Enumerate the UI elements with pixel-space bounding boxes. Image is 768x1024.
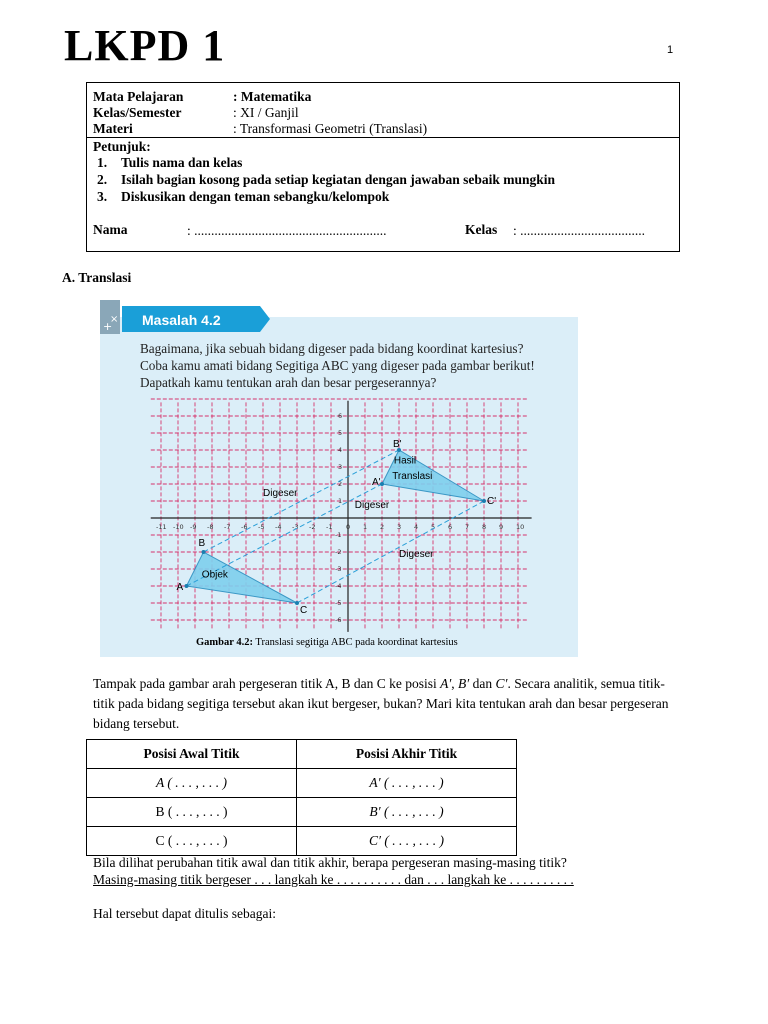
list-item: 2. Isilah bagian kosong pada setiap kegiatan dengan jawaban sebaik mungkin bbox=[97, 172, 556, 187]
label-digeser-3: Digeser bbox=[399, 549, 434, 561]
name-label: Nama bbox=[93, 222, 128, 237]
vertex-point bbox=[185, 584, 189, 588]
y-tick-label: 3 bbox=[338, 463, 343, 471]
x-tick-label: -5 bbox=[258, 523, 265, 531]
x-tick-label: 5 bbox=[431, 523, 436, 531]
x-tick-label: -6 bbox=[241, 523, 248, 531]
subject-label: Mata Pelajaran bbox=[93, 89, 184, 104]
instructions-label: Petunjuk: bbox=[93, 139, 151, 154]
kelas-field[interactable]: : ..................................... bbox=[513, 223, 646, 238]
label-c-prime: C' bbox=[487, 496, 497, 507]
x-tick-label: -9 bbox=[190, 523, 197, 531]
vertex-point bbox=[380, 482, 384, 486]
cell-final-b[interactable]: B′ ( . . . , . . . ) bbox=[297, 798, 517, 827]
question-2-answer-line[interactable]: Masing-masing titik bergeser . . . langkah ke . . . . . . . . . . dan . . . langkah ke . . . . . . . . . . bbox=[93, 872, 574, 887]
y-tick-label: 2 bbox=[338, 480, 343, 488]
list-item: 3. Diskusikan dengan teman sebangku/kelompok bbox=[97, 189, 390, 204]
table-row bbox=[87, 798, 517, 827]
masalah-badge bbox=[100, 300, 270, 334]
x-tick-label: 4 bbox=[414, 523, 419, 531]
y-tick-label: -1 bbox=[335, 531, 342, 539]
problem-line-1: Bagaimana, jika sebuah bidang digeser pada bidang koordinat kartesius? bbox=[140, 341, 524, 356]
x-tick-label: -4 bbox=[275, 523, 282, 531]
vertex-point bbox=[295, 601, 299, 605]
header-initial: Posisi Awal Titik bbox=[87, 740, 297, 769]
x-tick-label: 3 bbox=[397, 523, 402, 531]
vertex-point bbox=[202, 550, 206, 554]
label-b: B bbox=[198, 538, 206, 549]
x-tick-label: -10 bbox=[173, 523, 184, 531]
label-digeser-1: Digeser bbox=[263, 487, 298, 499]
page-title: LKPD 1 bbox=[64, 21, 226, 70]
x-tick-label: 6 bbox=[448, 523, 453, 531]
vertex-point bbox=[482, 499, 486, 503]
topic-value: : Transformasi Geometri (Translasi) bbox=[233, 121, 428, 136]
x-tick-label: -8 bbox=[207, 523, 214, 531]
x-tick-label: 7 bbox=[465, 523, 470, 531]
intro-paragraph: Tampak pada gambar arah pergeseran titik A, B dan C ke posisi A′, B′ dan C′. Secara analitik, semua titik-titik pada bidang segitiga tersebut akan ikut bergeser, bukan? Mari kita tentukan arah dan besar pergeseran bidang tersebut. bbox=[93, 676, 669, 731]
y-tick-label: -6 bbox=[335, 616, 342, 624]
cell-initial-b[interactable]: B ( . . . , . . . ) bbox=[87, 798, 297, 827]
figure-caption: Gambar 4.2: Translasi segitiga ABC pada koordinat kartesius bbox=[196, 637, 458, 648]
list-item: 1. Tulis nama dan kelas bbox=[97, 155, 243, 170]
problem-line-3: Dapatkah kamu tentukan arah dan besar pergeserannya? bbox=[140, 375, 437, 390]
label-a-prime: A' bbox=[372, 477, 381, 488]
y-tick-label: 1 bbox=[338, 497, 343, 505]
x-tick-label: 9 bbox=[499, 523, 504, 531]
question-1: Bila dilihat perubahan titik awal dan titik akhir, berapa pergeseran masing-masing titik? bbox=[93, 855, 567, 870]
y-tick-label: -4 bbox=[335, 582, 342, 590]
label-translasi: Translasi bbox=[392, 470, 433, 482]
badge-plus-icon: + bbox=[103, 320, 113, 333]
badge-minus-icon: × bbox=[110, 314, 119, 325]
y-tick-label: 4 bbox=[338, 446, 343, 454]
cell-final-c[interactable]: C′ ( . . . , . . . ) bbox=[297, 827, 517, 856]
table-row bbox=[87, 769, 517, 798]
label-hasil: Hasil bbox=[393, 455, 417, 467]
y-tick-label: 6 bbox=[338, 412, 343, 420]
x-tick-label: -1 bbox=[326, 523, 333, 531]
label-a: A bbox=[176, 582, 184, 593]
class-label: Kelas/Semester bbox=[93, 105, 182, 120]
header-final: Posisi Akhir Titik bbox=[297, 740, 517, 769]
page-number: 1 bbox=[667, 44, 674, 56]
x-tick-label: 1 bbox=[363, 523, 368, 531]
translation-figure bbox=[100, 300, 578, 657]
subject-value: : Matematika bbox=[233, 89, 312, 104]
label-digeser-2: Digeser bbox=[354, 499, 390, 511]
x-tick-label: -11 bbox=[156, 523, 167, 531]
table-header-row bbox=[87, 740, 517, 769]
instructions-list bbox=[97, 155, 555, 206]
section-title: A. Translasi bbox=[62, 270, 132, 285]
info-box bbox=[86, 82, 680, 252]
kelas-label: Kelas bbox=[465, 222, 498, 237]
y-tick-label: -2 bbox=[335, 548, 342, 556]
cell-initial-c[interactable]: C ( . . . , . . . ) bbox=[87, 827, 297, 856]
x-tick-label: 2 bbox=[380, 523, 385, 531]
name-field[interactable]: : ......................................................... bbox=[187, 223, 387, 238]
y-tick-label: 5 bbox=[338, 429, 343, 437]
info-divider bbox=[87, 137, 679, 138]
label-objek: Objek bbox=[201, 569, 228, 581]
problem-line-2: Coba kamu amati bidang Segitiga ABC yang digeser pada gambar berikut! bbox=[140, 358, 535, 373]
y-tick-label: -5 bbox=[335, 599, 342, 607]
label-b-prime: B' bbox=[393, 439, 402, 450]
x-tick-label: -7 bbox=[224, 523, 231, 531]
position-table bbox=[86, 739, 517, 856]
table-row bbox=[87, 827, 517, 856]
label-c: C bbox=[300, 605, 308, 616]
topic-label: Materi bbox=[93, 121, 133, 136]
question-3: Hal tersebut dapat ditulis sebagai: bbox=[93, 906, 276, 921]
x-tick-label: -2 bbox=[309, 523, 316, 531]
cell-final-a[interactable]: A′ ( . . . , . . . ) bbox=[297, 769, 517, 798]
x-tick-label: -3 bbox=[292, 523, 299, 531]
badge-label: Masalah 4.2 bbox=[142, 312, 221, 328]
x-tick-label: 8 bbox=[482, 523, 487, 531]
x-tick-label: 10 bbox=[516, 523, 525, 531]
x-tick-label: 0 bbox=[346, 523, 351, 531]
class-value: : XI / Ganjil bbox=[233, 105, 299, 120]
cell-initial-a[interactable]: A ( . . . , . . . ) bbox=[87, 769, 297, 798]
y-tick-label: -3 bbox=[335, 565, 342, 573]
